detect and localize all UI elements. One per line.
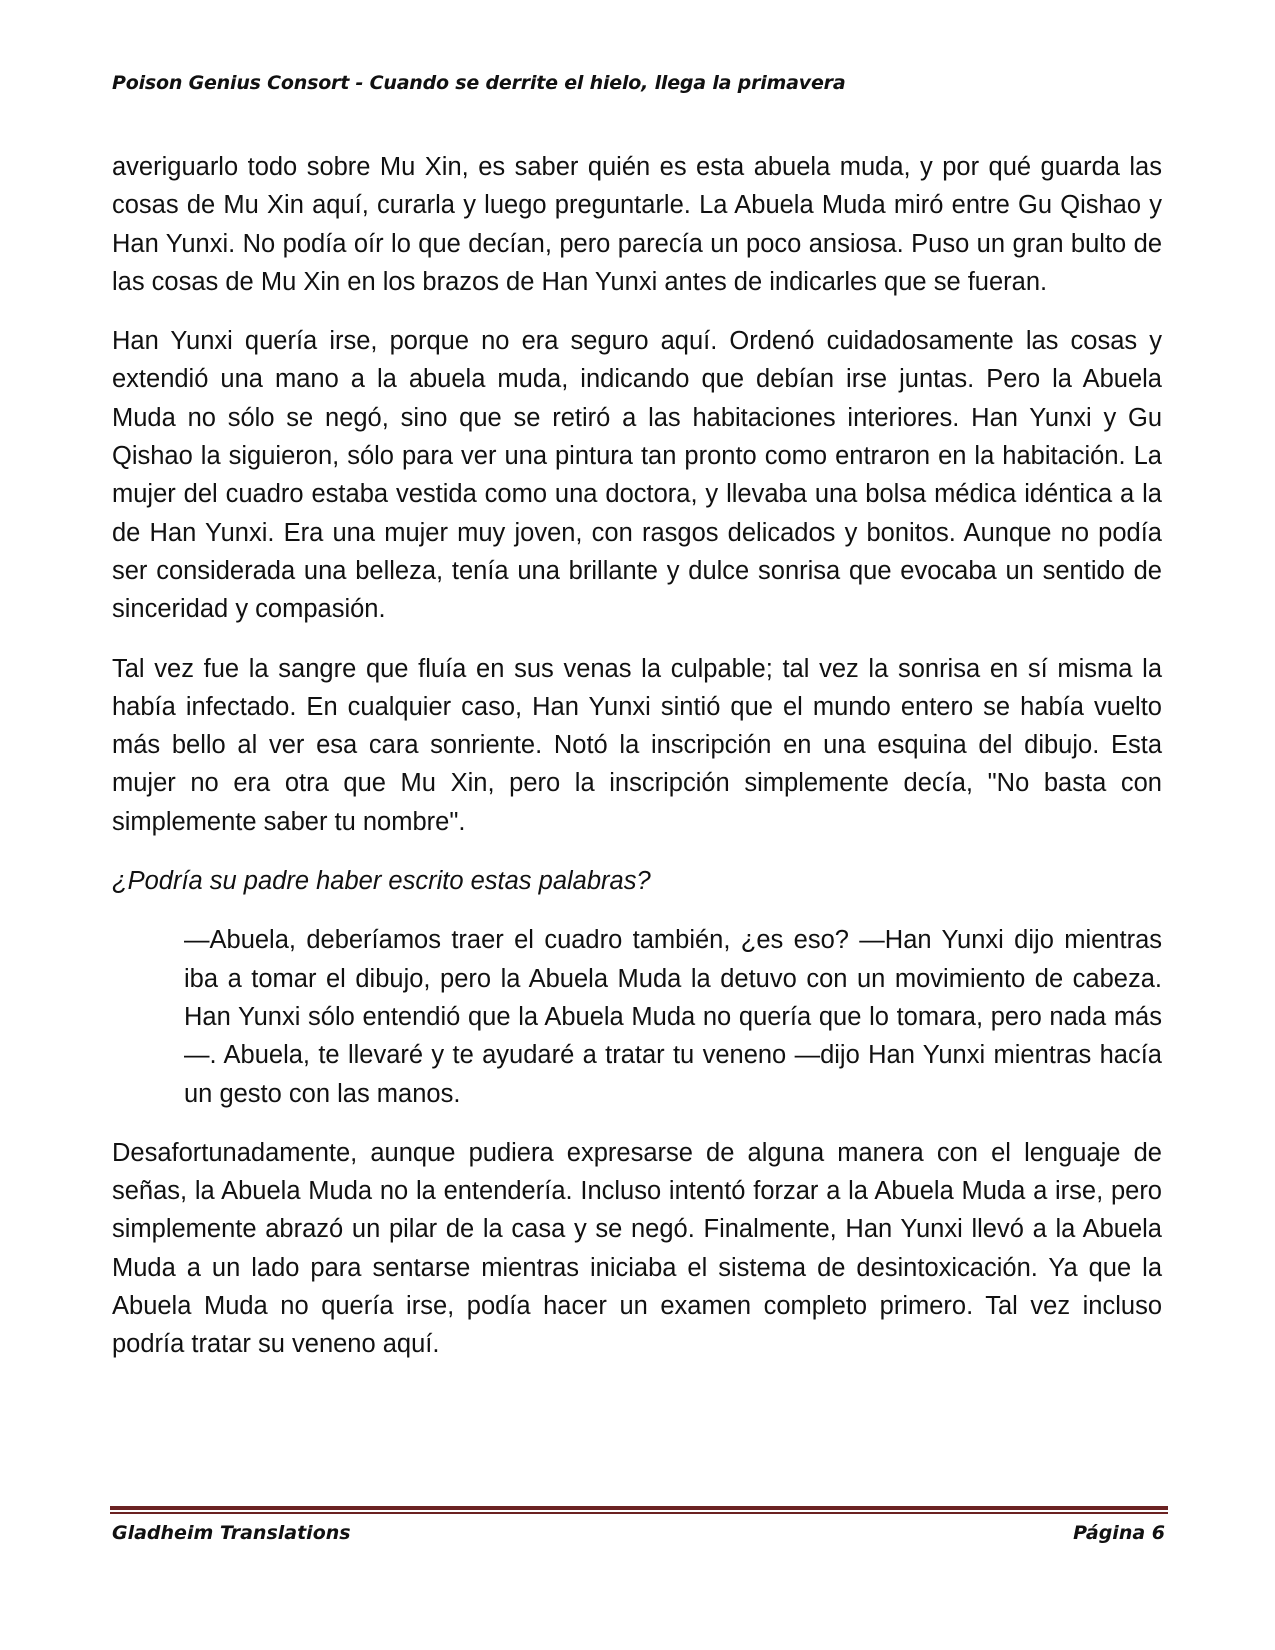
body-text <box>112 148 1162 1385</box>
paragraph-3: Tal vez fue la sangre que fluía en sus venas la culpable; tal vez la sonrisa en sí misma la había infectado. En cualquier caso, Han Yunxi sintió que el mundo entero se había vuelto más bello al ver esa cara sonriente. Notó la inscripción en una esquina del dibujo. Esta mujer no era otra que Mu Xin, pero la inscripción simplemente decía, "No basta con simplemente saber tu nombre". <box>112 654 1162 836</box>
paragraph-5-dialogue: —Abuela, deberíamos traer el cuadro también, ¿es eso? —Han Yunxi dijo mientras iba a tomar el dibujo, pero la Abuela Muda la detuvo con un movimiento de cabeza. Han Yunxi sólo entendió que la Abuela Muda no quería que lo tomara, pero nada más—. Abuela, te llevaré y te ayudaré a tratar tu veneno —dijo Han Yunxi mientras hacía un gesto con las manos. <box>184 926 1162 1108</box>
footer-page-number: Página 6 <box>1073 1522 1165 1544</box>
paragraph-4-italic-thought: ¿Podría su padre haber escrito estas palabras? <box>112 867 651 896</box>
paragraph-1: averiguarlo todo sobre Mu Xin, es saber quién es esta abuela muda, y por qué guarda las cosas de Mu Xin aquí, curarla y luego preguntarle. La Abuela Muda miró entre Gu Qishao y Han Yunxi. No podía oír lo que decían, pero parecía un poco ansiosa. Puso un gran bulto de las cosas de Mu Xin en los brazos de Han Yunxi antes de indicarles que se fueran. <box>112 153 1162 296</box>
paragraph-2: Han Yunxi quería irse, porque no era seguro aquí. Ordenó cuidadosamente las cosas y extendió una mano a la abuela muda, indicando que debían irse juntas. Pero la Abuela Muda no sólo se negó, sino que se retiró a las habitaciones interiores. Han Yunxi y Gu Qishao la siguieron, sólo para ver una pintura tan pronto como entraron en la habitación. La mujer del cuadro estaba vestida como una doctora, y llevaba una bolsa médica idéntica a la de Han Yunxi. Era una mujer muy joven, con rasgos delicados y bonitos. Aunque no podía ser considerada una belleza, tenía una brillante y dulce sonrisa que evocaba un sentido de sinceridad y compasión. <box>112 327 1162 624</box>
footer-translator: Gladheim Translations <box>112 1522 351 1544</box>
footer-rule-thin <box>110 1512 1168 1514</box>
paragraph-6: Desafortunadamente, aunque pudiera expresarse de alguna manera con el lenguaje de señas, la Abuela Muda no la entendería. Incluso intentó forzar a la Abuela Muda a irse, pero simplemente abrazó un pilar de la casa y se negó. Finalmente, Han Yunxi llevó a la Abuela Muda a un lado para sentarse mientras iniciaba el sistema de desintoxicación. Ya que la Abuela Muda no quería irse, podía hacer un examen completo primero. Tal vez incluso podría tratar su veneno aquí. <box>112 1138 1162 1359</box>
running-header: Poison Genius Consort - Cuando se derrite el hielo, llega la primavera <box>112 72 846 94</box>
footer-rule-thick <box>110 1506 1168 1510</box>
